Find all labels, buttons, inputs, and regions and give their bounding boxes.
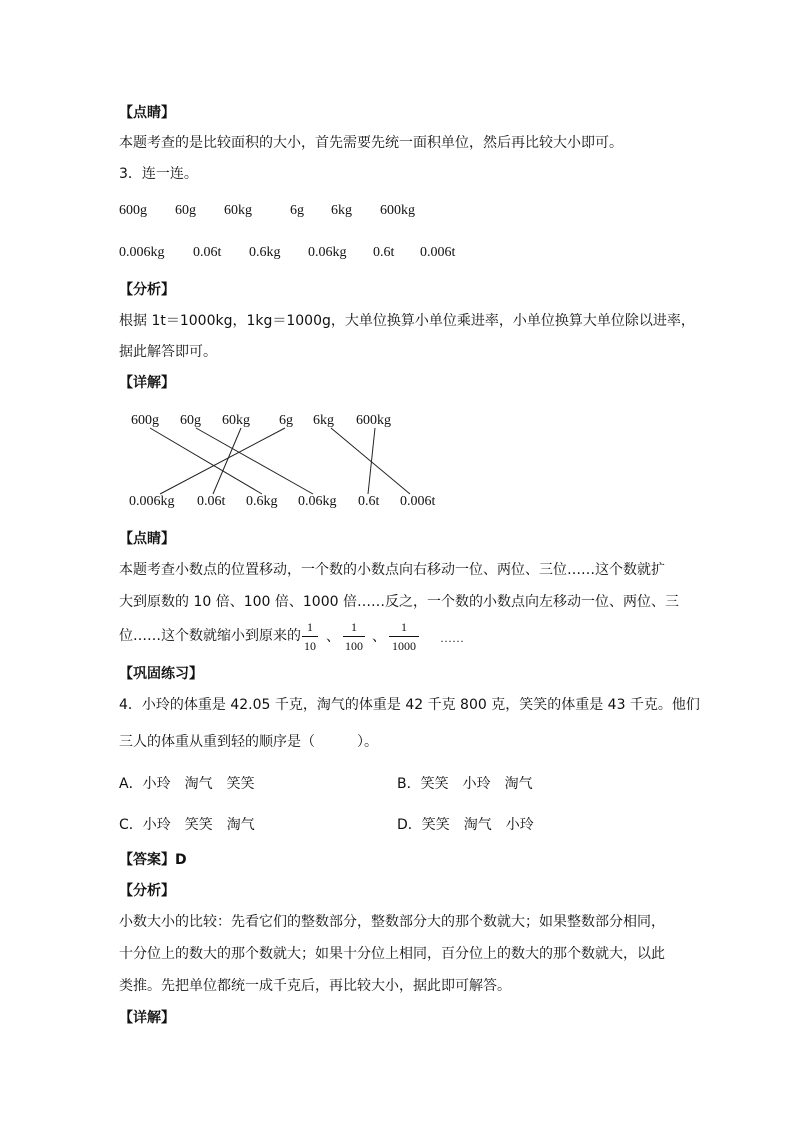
separator: 、 <box>326 629 340 645</box>
fenxi-line: 根据 1t＝1000kg，1kg＝1000g，大单位换算小单位乘进率，小单位换算大单位除以进率， <box>119 313 695 329</box>
option-c: C．小玲 笑笑 淘气 <box>119 817 255 833</box>
diagram-top-label: 600g <box>131 413 159 428</box>
separator: 、 <box>372 629 386 645</box>
fraction-numerator: 1 <box>307 620 313 634</box>
q3-top-item: 600kg <box>380 203 415 218</box>
diagram-bottom-label: 0.06t <box>197 494 226 509</box>
fraction-one-tenth <box>302 621 318 652</box>
diagram-bottom-label: 0.6kg <box>246 494 278 509</box>
option-a: A．小玲 淘气 笑笑 <box>119 776 255 792</box>
fraction-denominator: 1000 <box>392 639 416 653</box>
q3-bottom-item: 0.06kg <box>308 245 347 260</box>
section-heading-xiangjie: 【详解】 <box>119 1010 175 1026</box>
fraction-numerator: 1 <box>401 620 407 634</box>
q3-bottom-item: 0.6t <box>373 245 395 260</box>
question-4-line: 4．小玲的体重是 42.05 千克，淘气的体重是 42 千克 800 克，笑笑的体重是 43 千克。他们 <box>119 697 700 713</box>
answer-line: 【答案】D <box>119 852 187 868</box>
dianjing-line: 位……这个数就缩小到原来的 <box>119 628 301 644</box>
diagram-top-label: 60g <box>180 413 201 428</box>
option-b: B．笑笑 小玲 淘气 <box>397 776 533 792</box>
question-4-line: 三人的体重从重到轻的顺序是（ ）。 <box>119 734 378 750</box>
fenxi-line: 小数大小的比较：先看它们的整数部分，整数部分大的那个数就大；如果整数部分相同， <box>119 914 665 930</box>
diagram-top-label: 6g <box>279 413 293 428</box>
diagram-bottom-label: 0.006kg <box>129 494 175 509</box>
section-heading-fenxi: 【分析】 <box>119 282 175 298</box>
section-heading-xiangjie: 【详解】 <box>119 375 175 391</box>
diagram-bottom-label: 0.06kg <box>298 494 337 509</box>
dianjing-text: 本题考查的是比较面积的大小，首先需要先统一面积单位，然后再比较大小即可。 <box>119 135 623 151</box>
q3-bottom-item: 0.006kg <box>119 245 165 260</box>
fraction-bar <box>343 636 365 637</box>
q3-top-item: 60g <box>175 203 196 218</box>
diagram-top-label: 6kg <box>313 413 334 428</box>
ellipsis: …… <box>440 631 464 645</box>
connector-line <box>213 428 241 494</box>
section-heading-fenxi: 【分析】 <box>119 883 175 899</box>
q3-top-item: 6g <box>290 203 304 218</box>
fraction-one-thousandth <box>389 621 419 652</box>
fenxi-line: 类推。先把单位都统一成千克后，再比较大小，据此即可解答。 <box>119 978 511 994</box>
q3-top-item: 600g <box>119 203 147 218</box>
connector-line <box>160 428 285 494</box>
q3-bottom-item: 0.6kg <box>249 245 281 260</box>
option-d: D．笑笑 淘气 小玲 <box>397 817 534 833</box>
fraction-denominator: 100 <box>345 639 363 653</box>
connector-line <box>196 428 313 494</box>
question-3-title: 3．连一连。 <box>119 166 198 182</box>
diagram-bottom-label: 0.6t <box>358 494 380 509</box>
section-heading-gonggu: 【巩固练习】 <box>119 666 203 682</box>
connector-line <box>150 428 262 494</box>
q3-bottom-item: 0.006t <box>420 245 456 260</box>
diagram-top-label: 600kg <box>356 413 391 428</box>
section-heading-dianjing: 【点睛】 <box>119 531 175 547</box>
q3-top-item: 6kg <box>331 203 352 218</box>
connector-line <box>331 428 410 494</box>
fraction-denominator: 10 <box>304 639 316 653</box>
q3-bottom-item: 0.06t <box>193 245 222 260</box>
section-heading-dianjing: 【点睛】 <box>119 105 175 121</box>
dianjing-line: 大到原数的 10 倍、100 倍、1000 倍……反之，一个数的小数点向左移动一位、两位、三 <box>119 594 679 610</box>
fenxi-line: 十分位上的数大的那个数就大；如果十分位上相同，百分位上的数大的那个数就大，以此 <box>119 946 665 962</box>
fraction-bar <box>302 636 318 637</box>
fraction-one-hundredth <box>343 621 365 652</box>
q3-top-item: 60kg <box>224 203 252 218</box>
diagram-top-label: 60kg <box>222 413 250 428</box>
fraction-bar <box>389 636 419 637</box>
fraction-numerator: 1 <box>351 620 357 634</box>
connector-line <box>368 428 375 494</box>
dianjing-line: 本题考查小数点的位置移动，一个数的小数点向右移动一位、两位、三位……这个数就扩 <box>119 562 665 578</box>
diagram-bottom-label: 0.006t <box>400 494 436 509</box>
fenxi-line: 据此解答即可。 <box>119 344 217 360</box>
